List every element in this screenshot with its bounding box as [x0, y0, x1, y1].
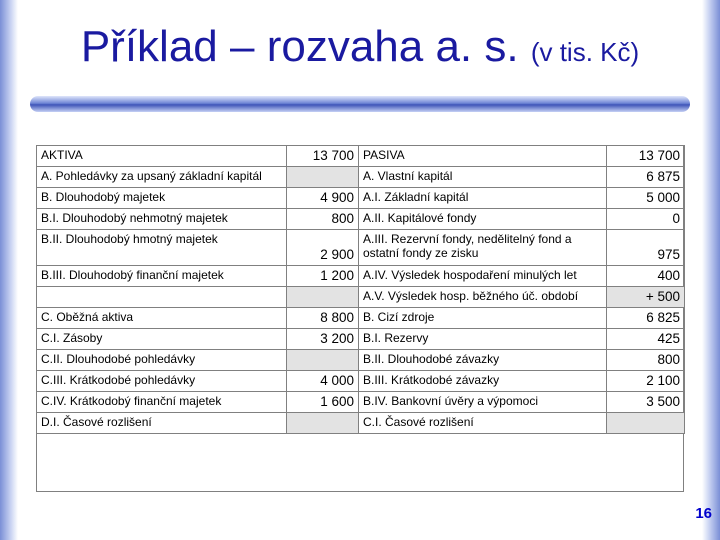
asset-label: C.IV. Krátkodobý finanční majetek — [37, 392, 287, 413]
asset-label — [37, 287, 287, 308]
asset-value: 1 600 — [287, 392, 359, 413]
table-row — [37, 167, 685, 188]
liability-label: A.V. Výsledek hosp. běžného úč. období — [359, 287, 607, 308]
liability-value — [607, 413, 685, 434]
liability-value: 975 — [607, 230, 685, 266]
liability-label: B. Cizí zdroje — [359, 308, 607, 329]
table-row — [37, 188, 685, 209]
asset-value: 4 000 — [287, 371, 359, 392]
asset-label: C.III. Krátkodobé pohledávky — [37, 371, 287, 392]
asset-label: B. Dlouhodobý majetek — [37, 188, 287, 209]
liability-label: B.III. Krátkodobé závazky — [359, 371, 607, 392]
table-row — [37, 230, 685, 266]
asset-value: 1 200 — [287, 266, 359, 287]
liability-value: 3 500 — [607, 392, 685, 413]
asset-value: 4 900 — [287, 188, 359, 209]
right-decorative-frame — [702, 0, 720, 540]
liability-label: B.I. Rezervy — [359, 329, 607, 350]
asset-value — [287, 287, 359, 308]
asset-value: 800 — [287, 209, 359, 230]
title-underline-bar — [30, 96, 690, 112]
asset-value — [287, 413, 359, 434]
slide-title — [0, 22, 720, 72]
liability-label: B.II. Dlouhodobé závazky — [359, 350, 607, 371]
asset-label: D.I. Časové rozlišení — [37, 413, 287, 434]
asset-value: 2 900 — [287, 230, 359, 266]
table-row — [37, 413, 685, 434]
liability-value: + 500 — [607, 287, 685, 308]
table-row — [37, 329, 685, 350]
asset-label: C.I. Zásoby — [37, 329, 287, 350]
liability-value: 400 — [607, 266, 685, 287]
table-row — [37, 308, 685, 329]
liability-value: 13 700 — [607, 146, 685, 167]
asset-label: A. Pohledávky za upsaný základní kapitál — [37, 167, 287, 188]
asset-label: C. Oběžná aktiva — [37, 308, 287, 329]
page-number: 16 — [695, 505, 712, 522]
liability-value: 6 875 — [607, 167, 685, 188]
table-row — [37, 287, 685, 308]
liability-label: PASIVA — [359, 146, 607, 167]
liability-value: 425 — [607, 329, 685, 350]
liability-label: A.I. Základní kapitál — [359, 188, 607, 209]
title-main: Příklad – rozvaha a. s. — [80, 22, 519, 71]
liability-label: A.IV. Výsledek hospodaření minulých let — [359, 266, 607, 287]
asset-value — [287, 167, 359, 188]
liability-value: 5 000 — [607, 188, 685, 209]
liability-value: 6 825 — [607, 308, 685, 329]
asset-value: 13 700 — [287, 146, 359, 167]
title-unit: (v tis. Kč) — [530, 37, 640, 67]
asset-value — [287, 350, 359, 371]
left-decorative-frame — [0, 0, 18, 540]
table-row — [37, 392, 685, 413]
asset-label: B.II. Dlouhodobý hmotný majetek — [37, 230, 287, 266]
liability-label: A. Vlastní kapitál — [359, 167, 607, 188]
asset-label: B.III. Dlouhodobý finanční majetek — [37, 266, 287, 287]
liability-label: A.III. Rezervní fondy, nedělitelný fond a ostatní fondy ze zisku — [359, 230, 607, 266]
liability-label: C.I. Časové rozlišení — [359, 413, 607, 434]
liability-value: 800 — [607, 350, 685, 371]
asset-label: AKTIVA — [37, 146, 287, 167]
balance-sheet-table — [36, 145, 685, 434]
table-row — [37, 266, 685, 287]
table-row — [37, 209, 685, 230]
liability-label: A.II. Kapitálové fondy — [359, 209, 607, 230]
asset-value: 3 200 — [287, 329, 359, 350]
asset-value: 8 800 — [287, 308, 359, 329]
table-row — [37, 146, 685, 167]
liability-value: 0 — [607, 209, 685, 230]
asset-label: C.II. Dlouhodobé pohledávky — [37, 350, 287, 371]
table-row — [37, 371, 685, 392]
asset-label: B.I. Dlouhodobý nehmotný majetek — [37, 209, 287, 230]
liability-value: 2 100 — [607, 371, 685, 392]
liability-label: B.IV. Bankovní úvěry a výpomoci — [359, 392, 607, 413]
table-row — [37, 350, 685, 371]
